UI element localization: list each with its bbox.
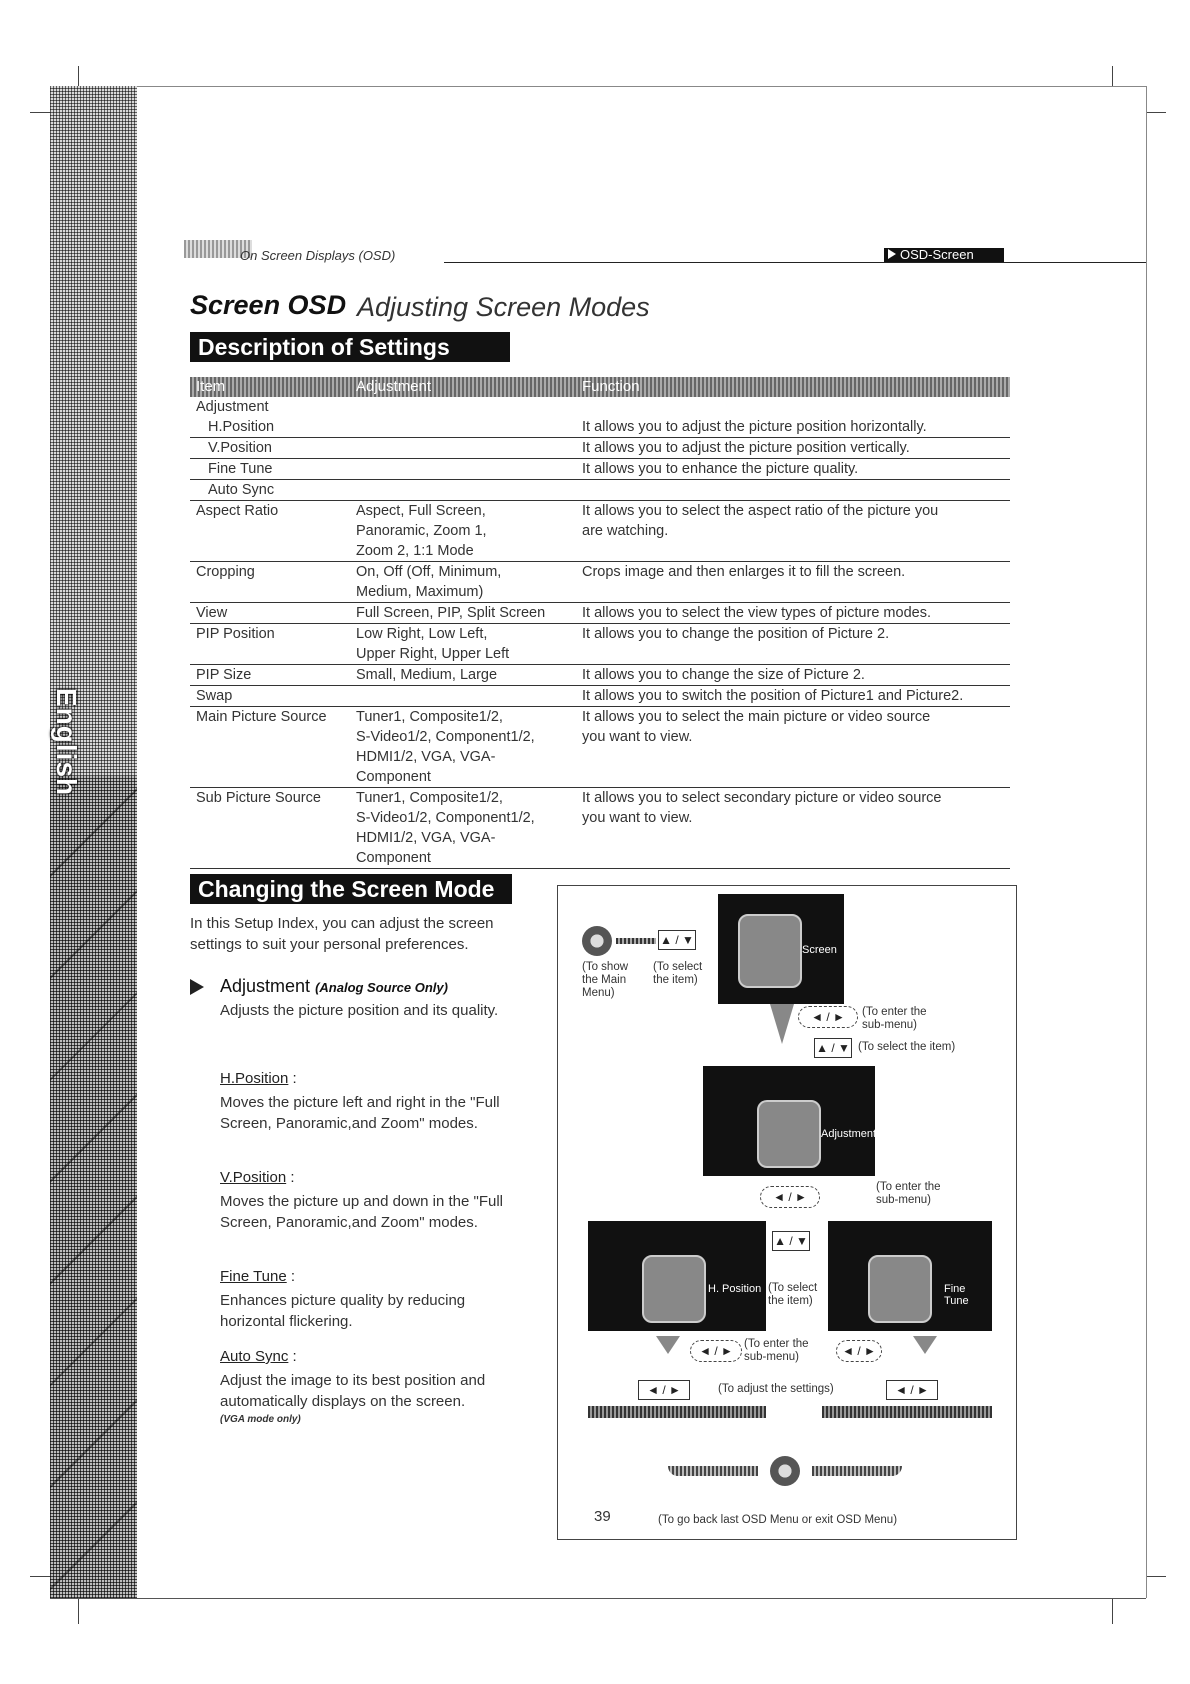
updown-button-icon: ▲ / ▼	[658, 930, 696, 950]
crop-mark	[78, 66, 79, 86]
table-cell-adjustment: Tuner1, Composite1/2, S-Video1/2, Component1/2, HDMI1/2, VGA, VGA- Component	[356, 709, 535, 785]
leftright-button-icon: ◄ / ►	[690, 1340, 742, 1362]
note-go-back: (To go back last OSD Menu or exit OSD Menu)	[658, 1514, 898, 1526]
table-row	[190, 438, 1010, 459]
side-language-label: English	[51, 688, 82, 797]
leftright-button-icon: ◄ / ►	[760, 1186, 820, 1208]
vposition-name: V.Position	[220, 1169, 287, 1186]
note-adjust-settings: (To adjust the settings)	[718, 1383, 834, 1395]
table-row	[190, 665, 1010, 686]
arrow-right-icon	[616, 938, 656, 944]
play-icon	[888, 249, 896, 259]
table-cell-item: PIP Size	[196, 667, 252, 683]
autosync-desc: Adjust the image to its best position and automatically displays on the screen.	[220, 1372, 486, 1410]
leftright-button-icon: ◄ / ►	[798, 1006, 858, 1028]
updown-button-icon: ▲ / ▼	[772, 1231, 810, 1251]
menu-button-icon	[582, 926, 612, 956]
crop-mark	[30, 112, 50, 113]
dial-icon	[757, 1100, 821, 1168]
section-banner-description: Description of Settings	[190, 332, 510, 362]
table-cell-item: Aspect Ratio	[196, 503, 279, 519]
finetune-label: Fine Tune	[944, 1283, 969, 1307]
table-body	[190, 397, 1010, 869]
table-cell-item: H.Position	[208, 419, 275, 435]
table-cell-item: PIP Position	[196, 626, 275, 642]
hposition-label: H. Position	[708, 1283, 762, 1295]
table-cell-item: Cropping	[196, 564, 255, 580]
table-cell-function: It allows you to change the size of Picture 2.	[582, 667, 865, 683]
dial-icon	[642, 1255, 706, 1323]
vga-note: (VGA mode only)	[220, 1414, 301, 1425]
screen-label: Screen	[802, 944, 837, 956]
table-cell-function: It allows you to select the main picture or video source you want to view.	[582, 709, 931, 745]
adjustment-qualifier: (Analog Source Only)	[315, 980, 448, 995]
page-border-right	[1146, 86, 1147, 1598]
adjustment-label: Adjustment	[821, 1128, 877, 1140]
section-banner-changing: Changing the Screen Mode	[190, 874, 512, 904]
table-row	[190, 707, 1010, 788]
table-cell-function: It allows you to switch the position of Picture1 and Picture2.	[582, 688, 964, 704]
table-cell-function: It allows you to adjust the picture position horizontally.	[582, 419, 927, 435]
table-row	[190, 501, 1010, 562]
table-cell-function: It allows you to select secondary picture or video source you want to view.	[582, 790, 942, 826]
arrow-right-icon	[190, 979, 204, 995]
table-cell-adjustment: Low Right, Low Left, Upper Right, Upper Left	[356, 626, 510, 662]
leftright-adjust-icon: ◄ / ►	[638, 1380, 690, 1400]
header-badge-label: OSD-Screen	[900, 247, 974, 262]
finetune-name: Fine Tune	[220, 1268, 287, 1285]
hposition-heading: H.Position :	[220, 1070, 297, 1087]
leftright-adjust-icon: ◄ / ►	[886, 1380, 938, 1400]
table-cell-function: It allows you to select the aspect ratio of the picture you are watching.	[582, 503, 939, 539]
table-row	[190, 788, 1010, 869]
table-row	[190, 603, 1010, 624]
arrow-down-icon	[770, 1004, 794, 1044]
table-cell-adjustment: On, Off (Off, Minimum, Medium, Maximum)	[356, 564, 502, 600]
osd-screen-finetune	[828, 1221, 992, 1331]
table-cell-item: Adjustment	[196, 399, 269, 415]
table-cell-item: Swap	[196, 688, 233, 704]
page-number: 39	[594, 1508, 611, 1525]
table-row	[190, 624, 1010, 665]
curved-arrow-icon	[812, 1466, 902, 1476]
dial-icon	[868, 1255, 932, 1323]
page-border-bottom	[50, 1598, 1146, 1599]
table-header	[190, 377, 1010, 397]
note-select-item: (To select the item)	[653, 961, 703, 986]
crop-mark	[1112, 1598, 1113, 1624]
note-show-main-menu: (To show the Main Menu)	[582, 961, 629, 999]
table-row	[190, 686, 1010, 707]
osd-screen-hposition	[588, 1221, 766, 1331]
note-enter-submenu-2: (To enter the sub-menu)	[876, 1181, 941, 1206]
arrow-down-icon	[913, 1336, 937, 1354]
table-header-adjustment: Adjustment	[356, 378, 432, 395]
table-cell-item: Sub Picture Source	[196, 790, 321, 806]
adjustment-heading	[220, 976, 448, 997]
vposition-heading: V.Position :	[220, 1169, 295, 1186]
table-header-function: Function	[582, 378, 640, 395]
page-title-light: Adjusting Screen Modes	[357, 292, 650, 322]
table-cell-function: It allows you to select the view types of picture modes.	[582, 605, 931, 621]
table-cell-adjustment: Aspect, Full Screen, Panoramic, Zoom 1, Zoom 2, 1:1 Mode	[356, 503, 487, 559]
leftright-button-icon: ◄ / ►	[836, 1340, 882, 1362]
adjust-slider-bar	[588, 1406, 766, 1418]
intro-text: In this Setup Index, you can adjust the screen settings to suit your personal preferences.	[190, 915, 494, 953]
crop-mark	[1146, 112, 1166, 113]
note-enter-submenu-3: (To enter the sub-menu)	[744, 1338, 809, 1363]
crop-mark	[30, 1576, 50, 1577]
table-header-item: Item	[196, 378, 226, 395]
hposition-name: H.Position	[220, 1070, 289, 1087]
adjustment-desc: Adjusts the picture position and its quality.	[220, 1002, 499, 1019]
arrow-down-icon	[656, 1336, 680, 1354]
table-row	[190, 397, 1010, 417]
finetune-heading: Fine Tune :	[220, 1268, 296, 1285]
table-row	[190, 480, 1010, 501]
vposition-desc: Moves the picture up and down in the "Full Screen, Panoramic,and Zoom" modes.	[220, 1193, 503, 1231]
finetune-desc: Enhances picture quality by reducing horizontal flickering.	[220, 1292, 466, 1330]
table-cell-function: It allows you to adjust the picture position vertically.	[582, 440, 910, 456]
menu-button-icon	[770, 1456, 800, 1486]
settings-table	[190, 377, 1010, 869]
crop-mark	[1112, 66, 1113, 86]
table-cell-adjustment: Tuner1, Composite1/2, S-Video1/2, Component1/2, HDMI1/2, VGA, VGA- Component	[356, 790, 535, 866]
table-cell-function: It allows you to change the position of Picture 2.	[582, 626, 890, 642]
table-cell-adjustment: Full Screen, PIP, Split Screen	[356, 605, 546, 621]
osd-navigation-diagram	[557, 885, 1017, 1540]
side-strip-pattern	[50, 776, 137, 1598]
table-row	[190, 459, 1010, 480]
page-title-bold: Screen OSD	[190, 290, 347, 320]
table-cell-item: Fine Tune	[208, 461, 273, 477]
crop-mark	[78, 1598, 79, 1624]
note-select-item-2: (To select the item)	[768, 1282, 818, 1307]
table-cell-item: V.Position	[208, 440, 272, 456]
header-rule	[444, 262, 1146, 263]
table-cell-adjustment: Small, Medium, Large	[356, 667, 498, 683]
header-section: On Screen Displays (OSD)	[240, 248, 396, 263]
note-select-the-item: (To select the item)	[858, 1041, 956, 1053]
table-cell-function: Crops image and then enlarges it to fill the screen.	[582, 564, 906, 580]
table-cell-item: Auto Sync	[208, 482, 275, 498]
table-row	[190, 562, 1010, 603]
adjust-slider-bar	[822, 1406, 992, 1418]
note-enter-submenu: (To enter the sub-menu)	[862, 1006, 927, 1031]
osd-screen-main-menu	[718, 894, 844, 1004]
table-cell-item: View	[196, 605, 228, 621]
osd-screen-adjustment	[703, 1066, 875, 1176]
adjustment-heading-text: Adjustment	[220, 976, 311, 996]
side-strip	[50, 86, 137, 1598]
dial-icon	[738, 914, 802, 988]
table-cell-function: It allows you to enhance the picture quality.	[582, 461, 859, 477]
table-cell-item: Main Picture Source	[196, 709, 327, 725]
crop-mark	[1146, 1576, 1166, 1577]
page-border-top	[50, 86, 1146, 87]
autosync-heading: Auto Sync :	[220, 1348, 297, 1365]
updown-button-icon: ▲ / ▼	[814, 1038, 852, 1058]
hposition-desc: Moves the picture left and right in the "Full Screen, Panoramic,and Zoom" modes.	[220, 1094, 500, 1132]
autosync-name: Auto Sync	[220, 1348, 289, 1365]
table-row	[190, 417, 1010, 438]
curved-arrow-icon	[668, 1466, 758, 1476]
header-badge	[884, 248, 1004, 262]
